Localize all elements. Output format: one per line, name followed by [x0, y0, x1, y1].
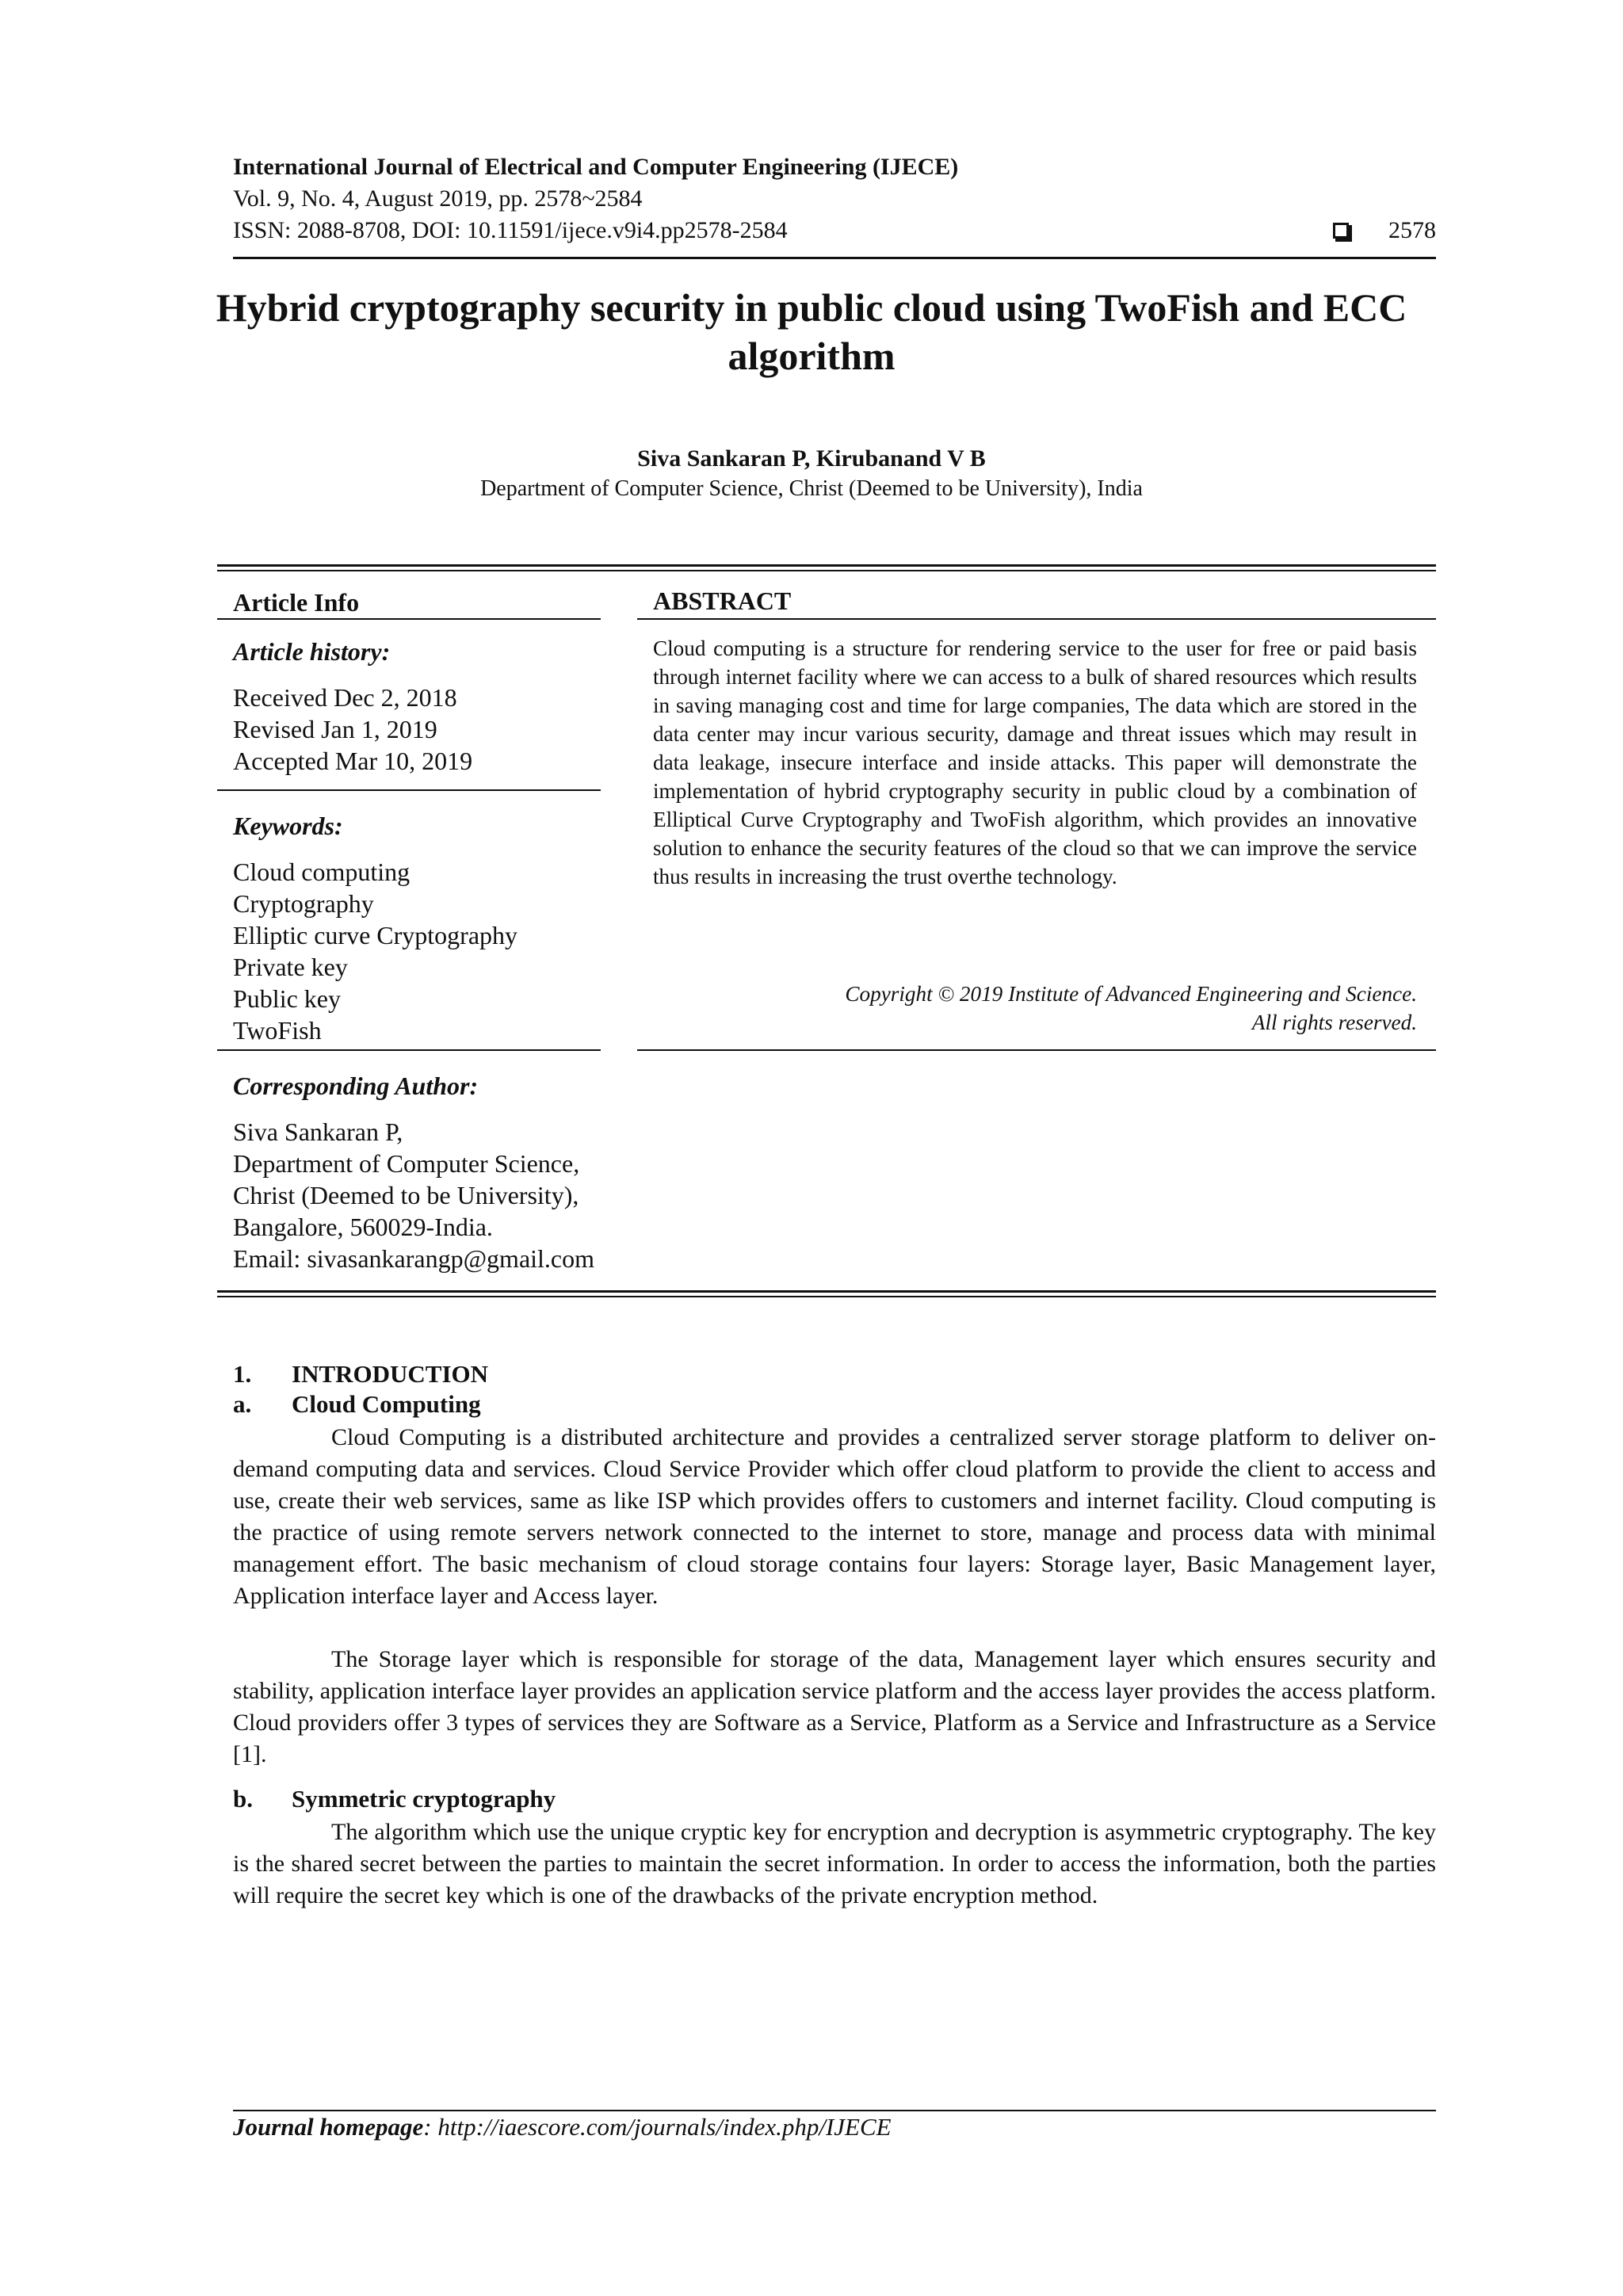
paper-title: Hybrid cryptography security in public cloud using TwoFish and ECC algorithm	[216, 285, 1407, 378]
subsection-title: Cloud Computing	[292, 1390, 481, 1418]
keyword: Cloud computing	[233, 858, 411, 886]
copyright-line: Copyright © 2019 Institute of Advanced Engineering and Science.	[845, 982, 1417, 1006]
article-info-rule	[217, 618, 601, 620]
author-city: Bangalore, 560029-India.	[233, 1213, 493, 1241]
author-university: Christ (Deemed to be University),	[233, 1181, 579, 1209]
keywords-rule	[217, 1049, 601, 1051]
section-introduction-heading	[233, 1360, 488, 1389]
page-number: 2578	[1388, 217, 1436, 243]
subsection-letter: b.	[233, 1785, 253, 1813]
author-department: Department of Computer Science,	[233, 1149, 580, 1178]
paragraph-symmetric-1: The algorithm which use the unique cryptic key for encryption and decryption is asymmetric cryptography. The key is the shared secret between the parties to maintain the secret information. In order to access the information, both the parties will require the secret key which is one of the drawbacks of the private encryption method.	[233, 1819, 1436, 1908]
history-accepted: Accepted Mar 10, 2019	[233, 747, 473, 775]
homepage-url[interactable]: : http://iaescore.com/journals/index.php/IJECE	[423, 2113, 892, 2141]
subsection-letter: a.	[233, 1390, 252, 1418]
affiliation: Department of Computer Science, Christ (Deemed to be University), India	[480, 476, 1143, 501]
section-title: INTRODUCTION	[292, 1360, 489, 1388]
abstract-rule	[637, 618, 1436, 620]
corresponding-author	[233, 1116, 645, 1274]
article-info-heading: Article Info	[233, 588, 360, 617]
paragraph-cloud-computing-2: The Storage layer which is responsible for storage of the data, Management layer which ensures security and stability, application interface layer provides an application service platform and the access layer provides the access platform. Cloud providers offer 3 types of services they are Software as a Service, Platform as a Service and Infrastructure as a Service [1].	[233, 1646, 1436, 1767]
subsection-symmetric-heading	[233, 1785, 556, 1813]
authors: Siva Sankaran P, Kirubanand V B	[637, 445, 986, 472]
homepage-label: Journal homepage	[233, 2113, 424, 2141]
info-top-rule-1	[217, 564, 1436, 567]
subsection-cloud-computing-heading	[233, 1390, 481, 1419]
keywords-heading: Keywords:	[233, 812, 343, 840]
header-rule	[233, 257, 1436, 259]
section-number: 1.	[233, 1360, 252, 1388]
shadow-box-icon	[1333, 223, 1349, 239]
keyword: Public key	[233, 984, 341, 1013]
info-bottom-rule-1	[217, 1290, 1436, 1293]
author-name: Siva Sankaran P,	[233, 1117, 403, 1146]
footer-rule	[233, 2110, 1436, 2111]
history-received: Received Dec 2, 2018	[233, 683, 457, 712]
article-history	[233, 682, 598, 777]
issn-doi: ISSN: 2088-8708, DOI: 10.11591/ijece.v9i4.pp2578-2584	[233, 217, 788, 243]
article-history-heading: Article history:	[233, 637, 391, 666]
info-bottom-rule-2	[217, 1296, 1436, 1297]
copyright-notice	[653, 980, 1417, 1037]
abstract-text: Cloud computing is a structure for rendering service to the user for free or paid basis through internet facility where we can access to a bulk of shared resources which results in saving managing cost and time for large companies, The data which are stored in the data center may incur various security, damage and threat issues which may result in data leakage, insecure interface and inside attacks. This paper will demonstrate the implementation of hybrid cryptography security in public cloud by a combination of Elliptical Curve Cryptography and TwoFish algorithm, which provides an innovative solution to enhance the security features of the cloud so that we can improve the service thus results in increasing the trust overthe technology.	[653, 636, 1417, 888]
keyword: Private key	[233, 953, 348, 981]
journal-homepage	[233, 2113, 892, 2141]
volume-info: Vol. 9, No. 4, August 2019, pp. 2578~2584	[233, 185, 643, 212]
keywords-list	[233, 856, 598, 1046]
page-reference	[1333, 217, 1436, 244]
keyword: Elliptic curve Cryptography	[233, 921, 518, 949]
paragraph-cloud-computing-1: Cloud Computing is a distributed architecture and provides a centralized server storage platform to deliver on-demand computing data and services. Cloud Service Provider which offer cloud platform to provide the client to access and use, create their web services, same as like ISP which provides offers to customers and internet facility. Cloud computing is the practice of using remote servers network connected to the internet to store, manage and process data with minimal management effort. The basic mechanism of cloud storage contains four layers: Storage layer, Basic Management layer, Application interface layer and Access layer.	[233, 1424, 1436, 1609]
abstract-bottom-rule	[637, 1049, 1436, 1051]
journal-name: International Journal of Electrical and Computer Engineering (IJECE)	[233, 154, 959, 180]
keyword: Cryptography	[233, 889, 374, 918]
rights-line: All rights reserved.	[1251, 1010, 1417, 1034]
author-email: Email: sivasankarangp@gmail.com	[233, 1244, 595, 1273]
info-top-rule-2	[217, 570, 1436, 571]
keyword: TwoFish	[233, 1016, 322, 1045]
subsection-title: Symmetric cryptography	[292, 1785, 556, 1813]
abstract-heading: ABSTRACT	[653, 586, 792, 615]
history-rule	[217, 789, 601, 791]
history-revised: Revised Jan 1, 2019	[233, 715, 437, 743]
corresponding-author-heading: Corresponding Author:	[233, 1072, 479, 1100]
